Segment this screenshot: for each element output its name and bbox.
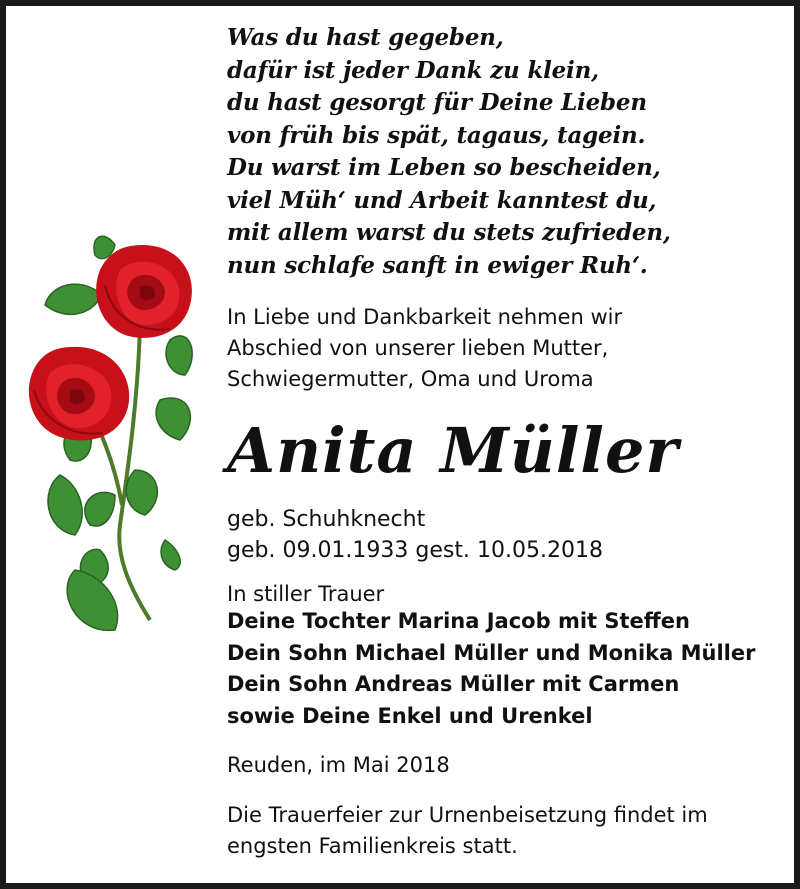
note-line: engsten Familienkreis statt. — [227, 834, 518, 858]
birth-info — [227, 504, 787, 566]
life-dates: geb. 09.01.1933 gest. 10.05.2018 — [227, 538, 603, 563]
notice-text — [227, 22, 787, 883]
mourner-line: sowie Deine Enkel und Urenkel — [227, 703, 593, 728]
mourner-line: Dein Sohn Michael Müller und Monika Müller — [227, 640, 756, 665]
poem-line: du hast gesorgt für Deine Lieben — [227, 89, 647, 116]
mourners-heading: In stiller Trauer — [227, 582, 385, 606]
note-line: Die Trauerfeier zur Urnenbeisetzung findet im — [227, 803, 708, 827]
poem-line: Du warst im Leben so bescheiden, — [227, 154, 661, 181]
mourner-line: Dein Sohn Andreas Müller mit Carmen — [227, 672, 680, 696]
poem — [227, 22, 787, 282]
poem-line: nun schlafe sanft in ewiger Ruh‘. — [227, 251, 648, 279]
deceased-name: Anita Müller — [227, 414, 680, 487]
intro-line: Schwiegermutter, Oma und Uroma — [227, 367, 594, 391]
mourners — [227, 582, 787, 732]
red-roses-icon — [20, 225, 205, 645]
funeral-note — [227, 800, 787, 862]
intro-text — [227, 302, 787, 395]
intro-line: Abschied von unserer lieben Mutter, — [227, 336, 609, 360]
mourners-list — [227, 606, 787, 732]
poem-line: von früh bis spät, tagaus, tagein. — [227, 121, 646, 149]
maiden-name: geb. Schuhknecht — [227, 507, 426, 532]
place-date: Reuden, im Mai 2018 — [227, 753, 450, 777]
poem-line: dafür ist jeder Dank zu klein, — [227, 56, 599, 84]
poem-line: viel Müh‘ und Arbeit kanntest du, — [227, 186, 657, 214]
intro-line: In Liebe und Dankbarkeit nehmen wir — [227, 305, 623, 329]
poem-line: Was du hast gegeben, — [227, 24, 504, 51]
mourner-line: Deine Tochter Marina Jacob mit Steffen — [227, 609, 690, 633]
poem-line: mit allem warst du stets zufrieden, — [227, 219, 671, 246]
